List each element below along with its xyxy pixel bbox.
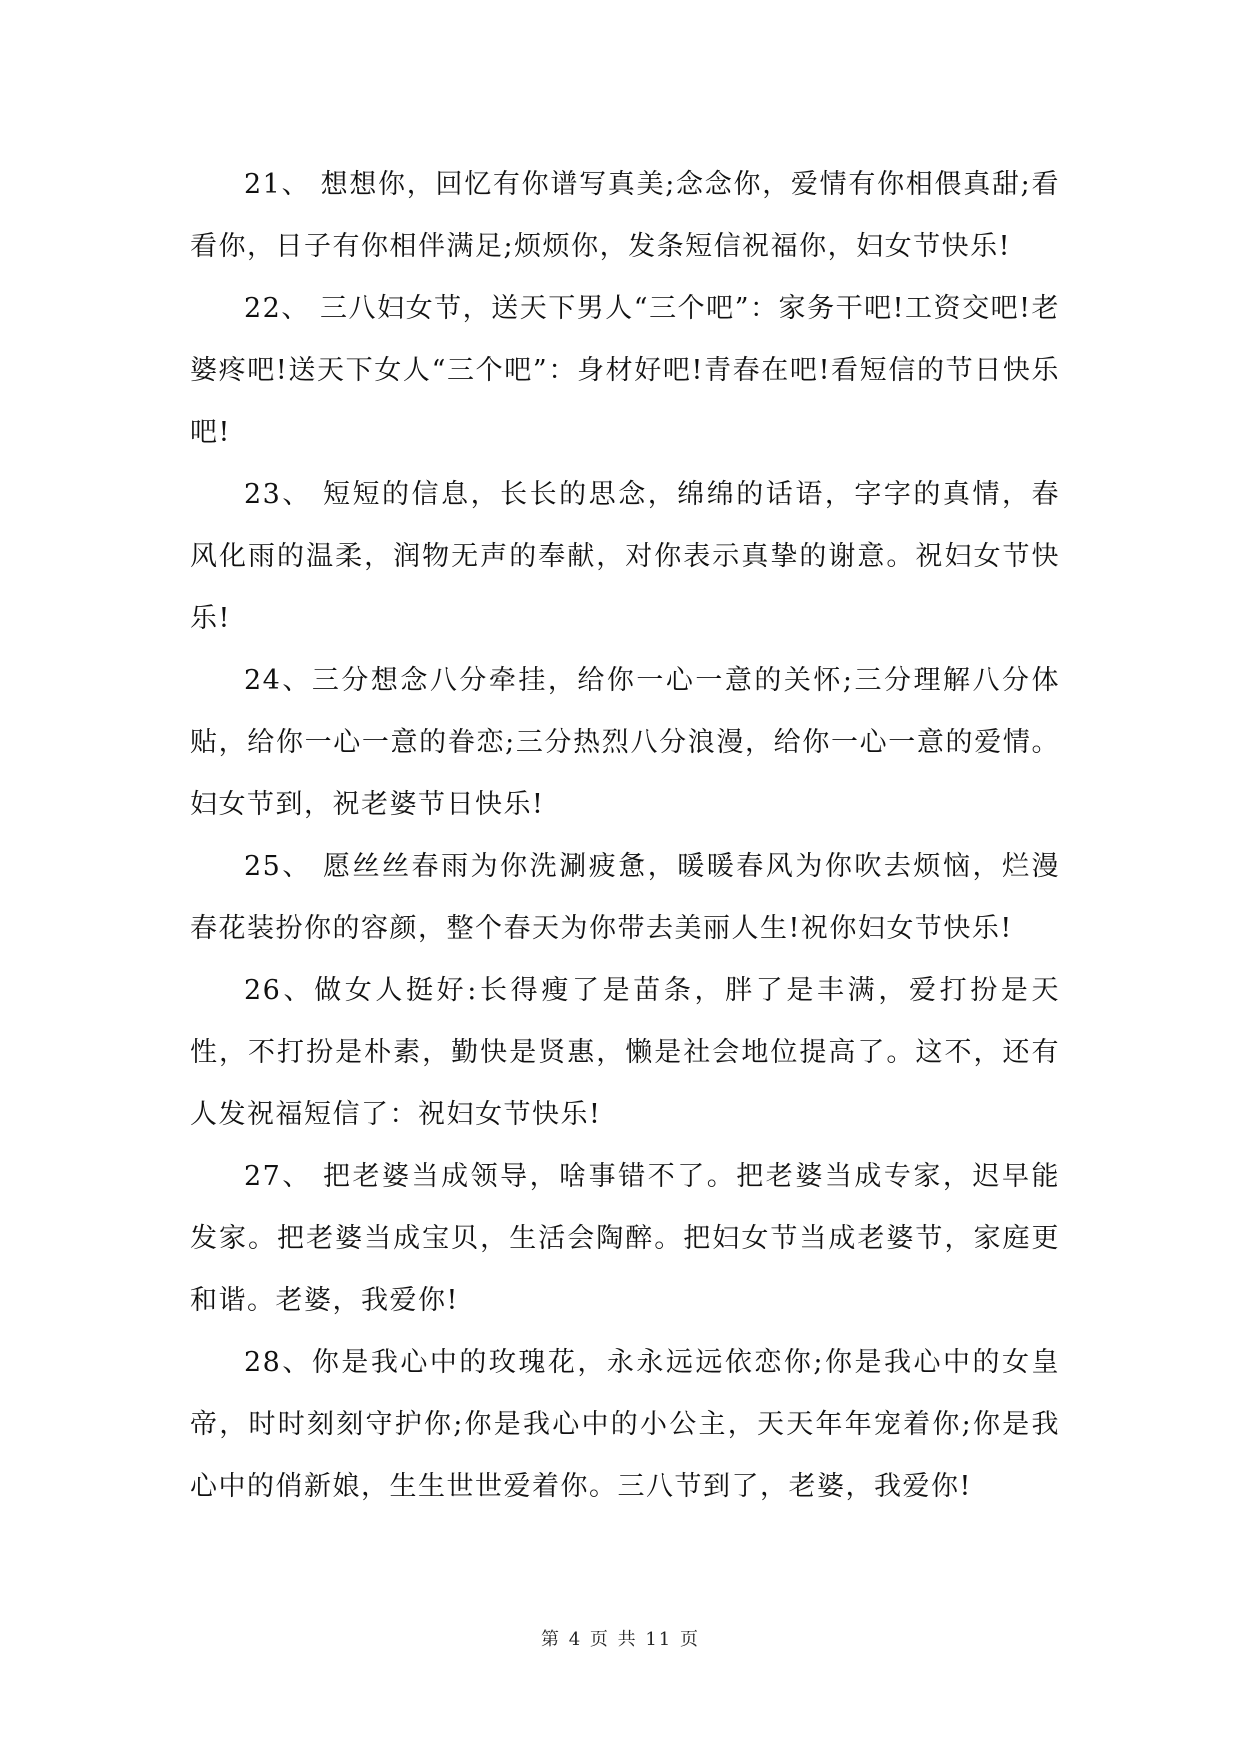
page-number-footer: 第 4 页 共 11 页 — [541, 1629, 700, 1650]
paragraph-27: 27、 把老婆当成领导，啥事错不了。把老婆当成专家，迟早能发家。把老婆当成宝贝，生活会陶醉。把妇女节当成老婆节，家庭更和谐。老婆，我爱你! — [190, 1161, 1060, 1316]
paragraph-21: 21、 想想你，回忆有你谱写真美;念念你，爱情有你相偎真甜;看看你，日子有你相伴满足;烦烦你，发条短信祝福你，妇女节快乐! — [190, 169, 1060, 262]
paragraph-28: 28、你是我心中的玫瑰花，永永远远依恋你;你是我心中的女皇帝，时时刻刻守护你;你是我心中的小公主，天天年年宠着你;你是我心中的俏新娘，生生世世爱着你。三八节到了，老婆，我爱你! — [190, 1347, 1060, 1502]
paragraph-23: 23、 短短的信息，长长的思念，绵绵的话语，字字的真情，春风化雨的温柔，润物无声的奉献，对你表示真挚的谢意。祝妇女节快乐! — [190, 479, 1060, 634]
paragraph-25: 25、 愿丝丝春雨为你洗涮疲惫，暖暖春风为你吹去烦恼，烂漫春花装扮你的容颜，整个春天为你带去美丽人生!祝你妇女节快乐! — [190, 851, 1060, 944]
paragraph-24: 24、三分想念八分牵挂，给你一心一意的关怀;三分理解八分体贴，给你一心一意的眷恋;三分热烈八分浪漫，给你一心一意的爱情。妇女节到，祝老婆节日快乐! — [190, 665, 1060, 820]
paragraph-26: 26、做女人挺好:长得瘦了是苗条，胖了是丰满，爱打扮是天性，不打扮是朴素，勤快是贤惠，懒是社会地位提高了。这不，还有人发祝福短信了：祝妇女节快乐! — [190, 975, 1060, 1130]
document-body — [190, 154, 1060, 1518]
paragraph-22: 22、 三八妇女节，送天下男人“三个吧”：家务干吧!工资交吧!老婆疼吧!送天下女人“三个吧”：身材好吧!青春在吧!看短信的节日快乐吧! — [190, 293, 1060, 448]
